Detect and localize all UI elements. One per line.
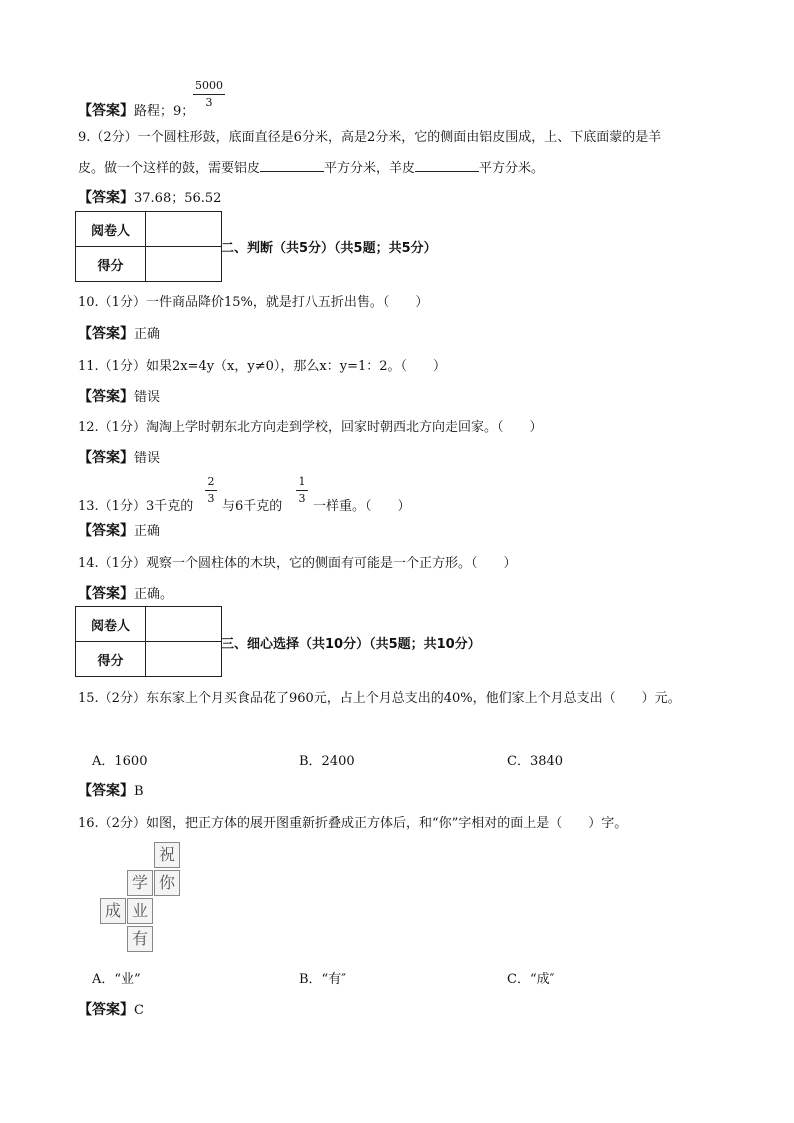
q11-text: 11.（1分）如果2x=4y（x，y≠0），那么x：y=1：2。（ ） [78,359,447,374]
fraction-denominator: 3 [207,492,215,505]
fraction-denominator: 3 [205,96,213,109]
reviewer-cell[interactable] [146,212,222,247]
fraction-denominator: 3 [298,492,306,505]
q9-text-a: 皮。做一个这样的鼓，需要铝皮 [78,161,261,176]
q12-answer [78,447,160,467]
score-cell[interactable] [146,247,222,282]
net-cell: 业 [127,898,153,924]
net-cell: 祝 [154,842,180,868]
score-table-3 [75,606,222,677]
answer-label: 【答案】 [78,450,134,466]
q9-text-b: 平方分米，羊皮 [324,161,416,176]
option-c[interactable]: C．“成″ [507,972,555,987]
q13-text-b: 与6千克的 [222,499,283,514]
net-cell: 你 [154,870,180,896]
fraction-one-third [296,476,308,505]
q13-answer [78,520,160,540]
q9-line2 [78,157,544,176]
answer-text: 正确。 [134,587,174,602]
section-title-3: 三、细心选择（共10分）（共5题；共10分） [221,637,481,652]
option-a[interactable]: A．“业” [92,972,141,987]
answer-text: B [134,784,144,799]
q8-answer [78,100,194,120]
q15-text: 15.（2分）东东家上个月买食品花了960元，占上个月总支出的40%，他们家上个月总支出（ ）元。 [78,691,681,706]
blank-2[interactable] [415,159,479,172]
reviewer-cell[interactable] [146,607,222,642]
answer-text: C [134,1003,144,1018]
section-title-2: 二、判断（共5分）（共5题；共5分） [221,241,437,256]
answer-fraction [193,80,225,109]
net-cell: 成 [100,898,126,924]
fraction-two-thirds [205,476,217,505]
score-cell[interactable] [146,642,222,677]
option-b[interactable]: B．2400 [299,754,355,769]
blank-1[interactable] [260,159,324,172]
cube-net-figure [100,842,182,952]
score-table-2 [75,211,222,282]
reviewer-label: 阅卷人 [76,212,146,247]
answer-label: 【答案】 [78,326,134,342]
answer-label: 【答案】 [78,103,134,119]
q14-text: 14.（1分）观察一个圆柱体的木块，它的侧面有可能是一个正方形。（ ） [78,556,517,571]
fraction-numerator: 2 [207,475,215,488]
reviewer-label: 阅卷人 [76,607,146,642]
fraction-numerator: 1 [298,475,306,488]
answer-label: 【答案】 [78,523,134,539]
net-cell: 有 [127,926,153,952]
answer-text: 正确 [134,327,161,342]
answer-text: 正确 [134,524,161,539]
net-cell: 学 [127,870,153,896]
q15-answer [78,780,144,800]
q10-text: 10.（1分）一件商品降价15%，就是打八五折出售。（ ） [78,295,429,310]
q13-text-c: 一样重。（ ） [313,499,411,514]
q9-answer [78,187,221,207]
q13-text-a: 13.（1分）3千克的 [78,499,194,514]
q10-answer [78,323,160,343]
q9-line1: 9.（2分）一个圆柱形鼓，底面直径是6分米，高是2分米，它的侧面由铝皮围成，上、下底面蒙的是羊 [78,130,662,145]
answer-label: 【答案】 [78,783,134,799]
answer-text: 37.68；56.52 [134,191,222,206]
score-label: 得分 [76,642,146,677]
answer-text: 错误 [134,390,161,405]
score-label: 得分 [76,247,146,282]
q9-text-c: 平方分米。 [479,161,545,176]
answer-label: 【答案】 [78,1002,134,1018]
q16-text: 16.（2分）如图，把正方体的展开图重新折叠成正方体后，和“你”字相对的面上是（ ）字。 [78,816,628,831]
option-b[interactable]: B．“有″ [299,972,347,987]
q12-text: 12.（1分）淘淘上学时朝东北方向走到学校，回家时朝西北方向走回家。（ ） [78,420,543,435]
answer-label: 【答案】 [78,389,134,405]
q11-answer [78,386,160,406]
answer-text: 路程；9； [134,104,195,119]
q14-answer [78,583,173,603]
fraction-numerator: 5000 [195,79,223,92]
answer-label: 【答案】 [78,586,134,602]
answer-text: 错误 [134,451,161,466]
option-a[interactable]: A．1600 [92,754,148,769]
q16-answer [78,999,144,1019]
answer-label: 【答案】 [78,190,134,206]
option-c[interactable]: C．3840 [507,754,564,769]
